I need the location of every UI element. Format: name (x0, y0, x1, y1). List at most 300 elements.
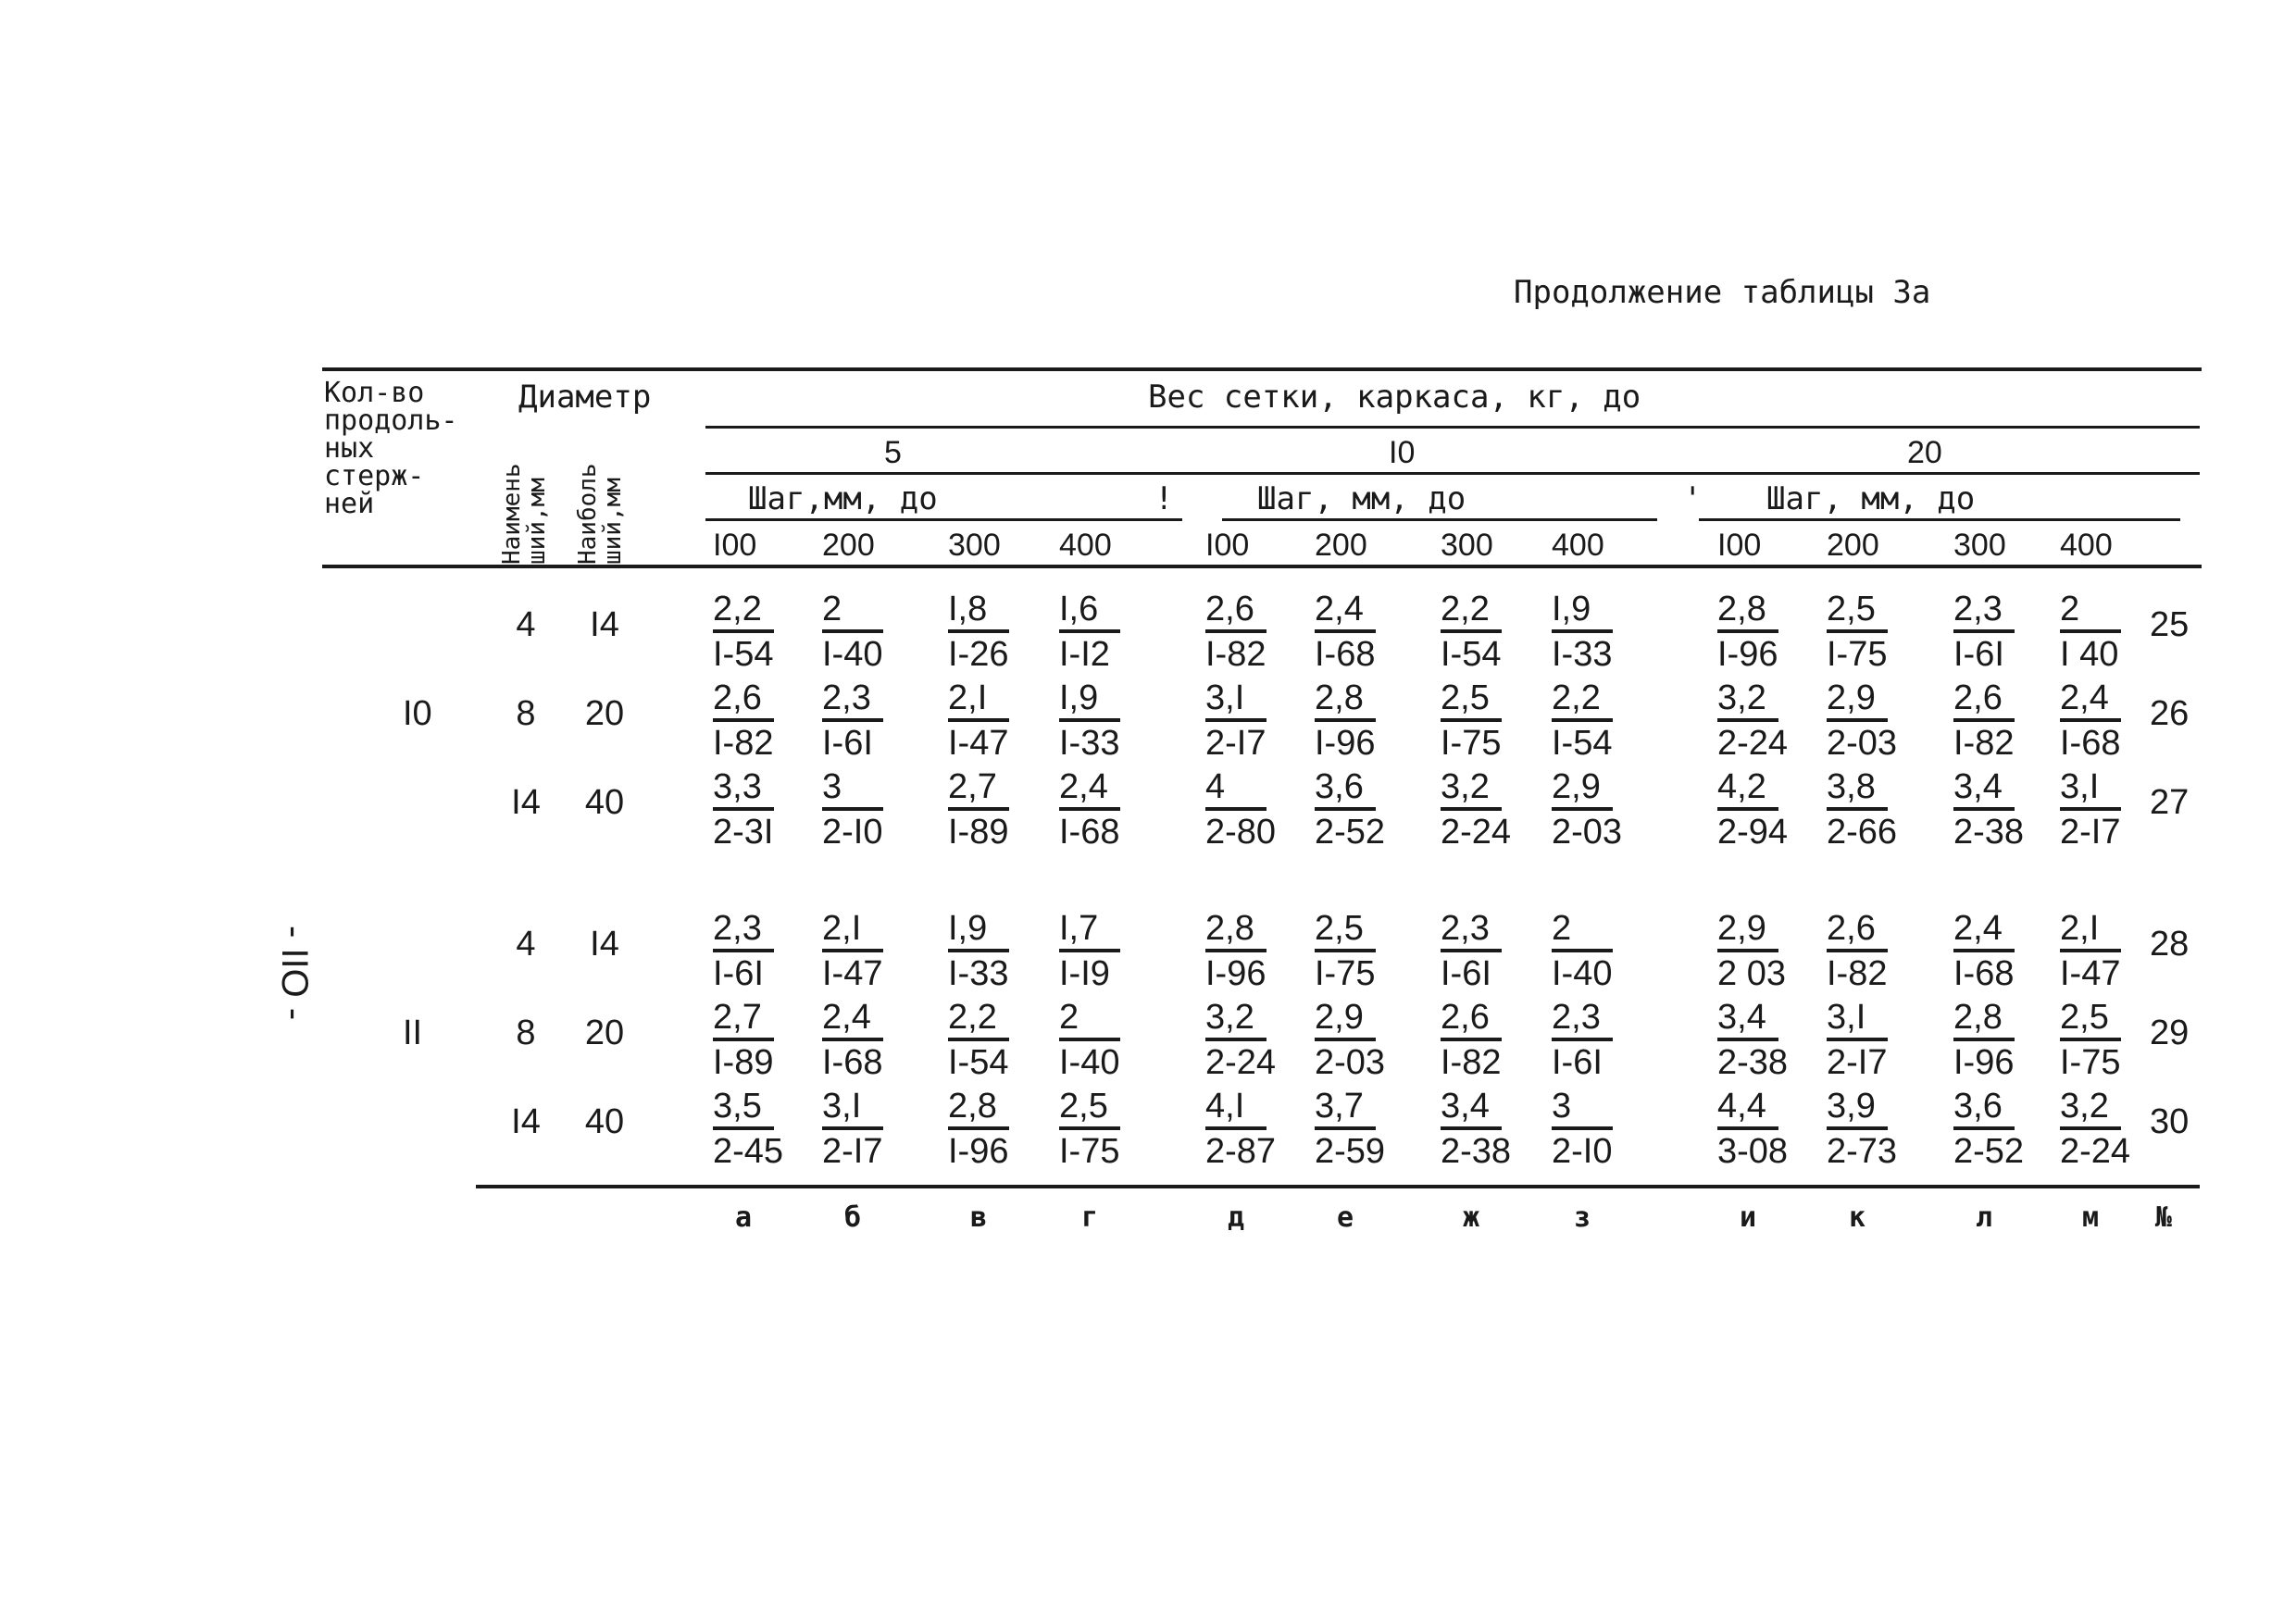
cell-weight-text: 2,2 (948, 999, 1009, 1041)
diameter-max-1: 20 (584, 694, 625, 733)
step-header-4: I00 (1205, 528, 1250, 563)
footer-letter-4: д (1228, 1201, 1245, 1234)
cell-code: 2 03 (1717, 954, 1786, 993)
cell-code: I-89 (948, 813, 1009, 852)
cell-weight-text: 3,8 (1827, 768, 1888, 811)
cell-weight-value (1552, 768, 1663, 811)
cell-weight-text: I,9 (948, 910, 1009, 952)
cell-code: I-82 (1205, 635, 1267, 674)
table-cell (1441, 910, 1552, 995)
table-cell (1717, 1088, 1828, 1173)
footer-letter-0: а (735, 1201, 753, 1234)
diameter-min-3: 4 (516, 925, 536, 964)
cell-weight-text: 2,8 (1717, 591, 1778, 633)
cell-weight-value (713, 679, 824, 722)
table-cell (1059, 768, 1170, 853)
cell-weight-value (1059, 768, 1170, 811)
cell-weight-text: 4,2 (1717, 768, 1778, 811)
cell-weight-text: 2,9 (1315, 999, 1376, 1041)
cell-weight-value (1315, 768, 1426, 811)
footer-letter-11: м (2082, 1201, 2100, 1234)
table-cell (1315, 768, 1426, 853)
cell-weight-value (1827, 768, 1938, 811)
table-cell (1441, 679, 1552, 765)
cell-code: 2-94 (1717, 813, 1789, 852)
cell-weight-text: 2,5 (2060, 999, 2121, 1041)
table-bottom-rule (476, 1185, 2200, 1188)
cell-weight-value (1827, 910, 1938, 952)
cell-weight-value (822, 1088, 933, 1130)
step-header-7: 400 (1552, 528, 1604, 563)
cell-code: 2-03 (1552, 813, 1623, 852)
cell-weight-text: 3 (1552, 1088, 1613, 1130)
cell-code: 2-I0 (822, 813, 883, 852)
table-cell (822, 1088, 933, 1173)
cell-weight-text: 3,9 (1827, 1088, 1888, 1130)
step-group-rule (705, 472, 2200, 475)
cell-weight-value (1441, 768, 1552, 811)
cell-code: I-33 (948, 954, 1009, 993)
cell-weight-text: 2,9 (1827, 679, 1888, 722)
cell-code: 2-87 (1205, 1132, 1277, 1171)
cell-weight-text: 2,I (822, 910, 883, 952)
diameter-min-4: 8 (516, 1014, 536, 1052)
table-cell (1059, 910, 1170, 995)
header-bottom-rule (322, 565, 2202, 568)
cell-weight-value (948, 999, 1059, 1041)
cell-code: 2-38 (1441, 1132, 1512, 1171)
table-cell (1205, 768, 1316, 853)
cell-weight-text: I,9 (1059, 679, 1120, 722)
cell-weight-text: 2,5 (1059, 1088, 1120, 1130)
table-cell (1953, 910, 2065, 995)
cell-weight-text: 2,3 (1953, 591, 2015, 633)
step-header-9: 200 (1827, 528, 1879, 563)
footer-letter-3: г (1081, 1201, 1099, 1234)
table-cell (1205, 999, 1316, 1084)
cell-weight-value (1059, 1088, 1170, 1130)
table-cell (822, 591, 933, 676)
cell-weight-text: 2,5 (1315, 910, 1376, 952)
cell-weight-text: 2,2 (713, 591, 774, 633)
table-cell (1953, 591, 2065, 676)
table-cell (1059, 999, 1170, 1084)
cell-code: 2-03 (1315, 1043, 1386, 1082)
cell-weight-text: 3,4 (1441, 1088, 1502, 1130)
header-rods-count: Кол-во продоль- ных стерж- ней (324, 377, 458, 520)
cell-weight-value (1059, 591, 1170, 633)
cell-weight-value (1059, 679, 1170, 722)
cell-weight-value (1059, 910, 1170, 952)
step-label-underline-4 (2007, 518, 2151, 521)
footer-letter-12: № (2155, 1201, 2173, 1234)
table-cell (1059, 591, 1170, 676)
cell-code: I-26 (948, 635, 1009, 674)
cell-weight-value (1717, 910, 1828, 952)
cell-weight-text: 2,7 (948, 768, 1009, 811)
table-cell (1059, 679, 1170, 765)
cell-weight-value (1315, 910, 1426, 952)
cell-code: 2-52 (1953, 1132, 2025, 1171)
cell-code: I-82 (1953, 724, 2015, 763)
cell-code: I-75 (1059, 1132, 1120, 1171)
cell-weight-text: 2,8 (1315, 679, 1376, 722)
step-header-8: I00 (1717, 528, 1762, 563)
cell-weight-text: 3,4 (1717, 999, 1778, 1041)
cell-weight-text: 2,3 (822, 679, 883, 722)
header-diameter-max: Наиболь ший,мм (574, 463, 628, 565)
cell-code: I-96 (1205, 954, 1267, 993)
cell-code: 2-3I (713, 813, 774, 852)
cell-weight-value (948, 1088, 1059, 1130)
table-cell (1717, 910, 1828, 995)
cell-code: I-96 (1953, 1043, 2015, 1082)
cell-code: 2-I0 (1552, 1132, 1613, 1171)
cell-weight-value (1441, 679, 1552, 722)
table-cell (1953, 1088, 2065, 1173)
cell-weight-text: 2,6 (1441, 999, 1502, 1041)
footer-letter-5: е (1337, 1201, 1354, 1234)
cell-weight-value (1552, 679, 1663, 722)
cell-weight-value (1315, 999, 1426, 1041)
cell-weight-value (1315, 591, 1426, 633)
table-cell (713, 768, 824, 853)
cell-code: 2-66 (1827, 813, 1898, 852)
cell-weight-value (1205, 591, 1316, 633)
cell-weight-value (1552, 910, 1663, 952)
table-cell (713, 910, 824, 995)
table-cell (1552, 679, 1663, 765)
cell-code: I-I2 (1059, 635, 1110, 674)
cell-weight-value (1717, 768, 1828, 811)
cell-weight-value (822, 591, 933, 633)
table-cell (1717, 999, 1828, 1084)
cell-weight-text: 3,6 (1953, 1088, 2015, 1130)
cell-weight-value (1717, 679, 1828, 722)
cell-code: I-68 (1059, 813, 1120, 852)
table-cell (1827, 679, 1938, 765)
cell-code: I-54 (948, 1043, 1009, 1082)
row-number-3: 28 (2150, 925, 2190, 964)
table-cell (948, 591, 1059, 676)
diameter-min-2: I4 (511, 783, 541, 822)
diameter-max-0: I4 (590, 605, 619, 644)
cell-weight-text: 2 (822, 591, 883, 633)
table-cell (1827, 768, 1938, 853)
cell-weight-value (822, 768, 933, 811)
cell-weight-text: 2,3 (1441, 910, 1502, 952)
weight-group-0: 5 (884, 435, 902, 470)
diameter-min-0: 4 (516, 605, 536, 644)
footer-letter-7: з (1574, 1201, 1591, 1234)
step-header-3: 400 (1059, 528, 1112, 563)
cell-weight-text: 3,5 (713, 1088, 774, 1130)
step-header-2: 300 (948, 528, 1001, 563)
cell-code: I-96 (948, 1132, 1009, 1171)
table-cell (1827, 1088, 1938, 1173)
cell-weight-text: 2,2 (1441, 591, 1502, 633)
cell-code: 2-24 (2060, 1132, 2131, 1171)
cell-weight-text: 2,6 (1953, 679, 2015, 722)
cell-weight-text: I,7 (1059, 910, 1120, 952)
cell-code: I-54 (1552, 724, 1613, 763)
cell-weight-text: 4,4 (1717, 1088, 1778, 1130)
table-cell (713, 999, 824, 1084)
table-cell (1827, 910, 1938, 995)
table-cell (948, 768, 1059, 853)
header-weight: Вес сетки, каркаса, кг, до (1148, 379, 1641, 416)
cell-code: I-82 (1827, 954, 1888, 993)
cell-weight-value (948, 591, 1059, 633)
table-cell (822, 768, 933, 853)
cell-weight-value (1315, 679, 1426, 722)
cell-weight-value (713, 1088, 824, 1130)
cell-weight-value (822, 910, 933, 952)
table-cell (1953, 999, 2065, 1084)
cell-code: I-40 (822, 635, 883, 674)
diameter-min-1: 8 (516, 694, 536, 733)
cell-weight-value (948, 768, 1059, 811)
table-cell (713, 1088, 824, 1173)
cell-weight-value (1205, 1088, 1316, 1130)
cell-weight-value (1827, 999, 1938, 1041)
table-cell (1552, 1088, 1663, 1173)
cell-weight-text: 2,6 (1827, 910, 1888, 952)
cell-weight-text: 3,I (2060, 768, 2121, 811)
cell-weight-text: 2,5 (1827, 591, 1888, 633)
step-separator-mark: ! (1154, 480, 1174, 517)
table-cell (1827, 591, 1938, 676)
table-cell (1953, 679, 2065, 765)
cell-code: I-6I (1552, 1043, 1603, 1082)
cell-code: I-40 (1552, 954, 1613, 993)
cell-weight-text: 2,4 (1315, 591, 1376, 633)
cell-code: 2-I7 (1827, 1043, 1888, 1082)
table-cell (1205, 1088, 1316, 1173)
cell-code: 2-73 (1827, 1132, 1898, 1171)
table-top-rule (322, 367, 2202, 371)
cell-code: I-47 (2060, 954, 2121, 993)
cell-weight-text: 3,4 (1953, 768, 2015, 811)
cell-weight-text: 2,9 (1717, 910, 1778, 952)
cell-weight-text: 3,7 (1315, 1088, 1376, 1130)
step-header-0: I00 (713, 528, 757, 563)
step-label-underline-1 (705, 518, 1182, 521)
cell-weight-text: 2 (2060, 591, 2121, 633)
cell-weight-text: 3,2 (1205, 999, 1267, 1041)
footer-letter-1: б (844, 1201, 862, 1234)
cell-code: 2-24 (1205, 1043, 1277, 1082)
step-header-11: 400 (2060, 528, 2113, 563)
table-cell (1315, 910, 1426, 995)
diameter-max-4: 20 (584, 1014, 625, 1052)
cell-weight-value (948, 910, 1059, 952)
table-cell (1552, 910, 1663, 995)
cell-code: I-54 (1441, 635, 1502, 674)
cell-weight-text: 2,3 (1552, 999, 1613, 1041)
cell-code: 2-38 (1717, 1043, 1789, 1082)
cell-code: I-89 (713, 1043, 774, 1082)
table-cell (1717, 679, 1828, 765)
table-cell (1059, 1088, 1170, 1173)
header-diameter: Диаметр (518, 379, 652, 416)
table-cell (1315, 999, 1426, 1084)
cell-weight-value (1717, 1088, 1828, 1130)
table-cell (713, 591, 824, 676)
cell-code: I-68 (1315, 635, 1376, 674)
cell-weight-text: 2,8 (948, 1088, 1009, 1130)
table-cell (948, 679, 1059, 765)
cell-weight-value (1953, 999, 2065, 1041)
cell-weight-text: I,8 (948, 591, 1009, 633)
cell-weight-text: 2,5 (1441, 679, 1502, 722)
cell-code: I-82 (1441, 1043, 1502, 1082)
table-cell (1441, 999, 1552, 1084)
cell-weight-value (1717, 999, 1828, 1041)
footer-letter-2: в (970, 1201, 988, 1234)
row-number-4: 29 (2150, 1014, 2190, 1052)
cell-weight-text: 2,9 (1552, 768, 1613, 811)
cell-weight-value (713, 999, 824, 1041)
cell-weight-text: 2,8 (1953, 999, 2015, 1041)
cell-weight-value (1441, 999, 1552, 1041)
cell-weight-text: 2 (1552, 910, 1613, 952)
cell-code: I-33 (1552, 635, 1613, 674)
cell-weight-text: 3,2 (1717, 679, 1778, 722)
cell-weight-text: 2,4 (1059, 768, 1120, 811)
cell-weight-value (1441, 1088, 1552, 1130)
table-cell (948, 910, 1059, 995)
table-cell (1315, 1088, 1426, 1173)
cell-weight-text: 2,6 (1205, 591, 1267, 633)
cell-weight-value (1953, 1088, 2065, 1130)
cell-code: I-47 (822, 954, 883, 993)
weight-group-1: I0 (1389, 435, 1416, 470)
cell-weight-text: 2,3 (713, 910, 774, 952)
cell-code: I-6I (822, 724, 873, 763)
table-caption: Продолжение таблицы 3а (1514, 274, 1931, 311)
cell-code: I-96 (1717, 635, 1778, 674)
step-header-5: 200 (1315, 528, 1367, 563)
row-number-1: 26 (2150, 694, 2190, 733)
cell-weight-text: 2,4 (1953, 910, 2015, 952)
table-cell (1827, 999, 1938, 1084)
cell-weight-value (713, 910, 824, 952)
cell-code: 2-59 (1315, 1132, 1386, 1171)
cell-code: I-82 (713, 724, 774, 763)
cell-weight-text: 3,I (1827, 999, 1888, 1041)
cell-code: I-68 (1953, 954, 2015, 993)
cell-code: 2-I7 (1205, 724, 1267, 763)
cell-weight-text: 2,2 (1552, 679, 1613, 722)
table-cell (822, 910, 933, 995)
table-cell (1315, 591, 1426, 676)
table-cell (1953, 768, 2065, 853)
footer-letter-10: л (1976, 1201, 1993, 1234)
row-number-0: 25 (2150, 605, 2190, 644)
diameter-min-5: I4 (511, 1102, 541, 1141)
cell-weight-text: 3,2 (1441, 768, 1502, 811)
cell-code: 2-80 (1205, 813, 1277, 852)
cell-code: 2-03 (1827, 724, 1898, 763)
step-label-2: Шаг, мм, до (1766, 480, 1976, 517)
diameter-max-2: 40 (584, 783, 625, 822)
table-cell (1441, 591, 1552, 676)
cell-weight-text: 4 (1205, 768, 1267, 811)
cell-code: 3-08 (1717, 1132, 1789, 1171)
cell-code: I-6I (1441, 954, 1491, 993)
table-cell (1205, 910, 1316, 995)
step-label-0: Шаг,мм, до (748, 480, 938, 517)
cell-weight-text: 2,6 (713, 679, 774, 722)
cell-weight-text: 2,4 (822, 999, 883, 1041)
cell-code: I-47 (948, 724, 1009, 763)
cell-code: I-6I (1953, 635, 2004, 674)
cell-code: I-40 (1059, 1043, 1120, 1082)
cell-weight-value (713, 768, 824, 811)
cell-weight-text: 3,3 (713, 768, 774, 811)
table-cell (822, 999, 933, 1084)
row-number-5: 30 (2150, 1102, 2190, 1141)
cell-code: I-68 (822, 1043, 883, 1082)
cell-weight-text: 2,8 (1205, 910, 1267, 952)
cell-code: I-75 (2060, 1043, 2121, 1082)
cell-weight-value (1205, 768, 1316, 811)
table-cell (948, 1088, 1059, 1173)
cell-weight-text: 3 (822, 768, 883, 811)
cell-code: I-75 (1827, 635, 1888, 674)
cell-weight-value (1827, 591, 1938, 633)
cell-weight-text: 3,6 (1315, 768, 1376, 811)
cell-code: 2-52 (1315, 813, 1386, 852)
cell-weight-value (822, 999, 933, 1041)
cell-code: 2-38 (1953, 813, 2025, 852)
step-header-1: 200 (822, 528, 875, 563)
cell-code: I-96 (1315, 724, 1376, 763)
cell-weight-text: 3,I (822, 1088, 883, 1130)
table-cell (948, 999, 1059, 1084)
cell-code: 2-24 (1441, 813, 1512, 852)
step-header-10: 300 (1953, 528, 2006, 563)
cell-weight-text: 3,I (1205, 679, 1267, 722)
cell-weight-value (713, 591, 824, 633)
cell-weight-value (822, 679, 933, 722)
cell-weight-value (1315, 1088, 1426, 1130)
cell-weight-text: I,9 (1552, 591, 1613, 633)
cell-weight-value (1059, 999, 1170, 1041)
table-cell (822, 679, 933, 765)
cell-weight-value (1827, 679, 1938, 722)
cell-code: I-54 (713, 635, 774, 674)
cell-code: 2-I7 (822, 1132, 883, 1171)
cell-weight-value (1552, 1088, 1663, 1130)
footer-letter-6: ж (1463, 1201, 1480, 1234)
side-page-number: - IIO - (274, 926, 315, 1021)
cell-weight-value (1441, 591, 1552, 633)
cell-weight-value (1552, 591, 1663, 633)
footer-letter-8: и (1740, 1201, 1757, 1234)
rods-count-3: II (403, 1014, 423, 1052)
cell-weight-value (1953, 910, 2065, 952)
header-diameter-min: Наимень ший,мм (498, 463, 552, 565)
cell-weight-value (1441, 910, 1552, 952)
cell-code: I-75 (1315, 954, 1376, 993)
cell-code: 2-45 (713, 1132, 784, 1171)
step-label-underline-2 (1222, 518, 1657, 521)
step-separator-mark: ' (1683, 480, 1703, 517)
table-cell (1205, 679, 1316, 765)
table-cell (1441, 1088, 1552, 1173)
